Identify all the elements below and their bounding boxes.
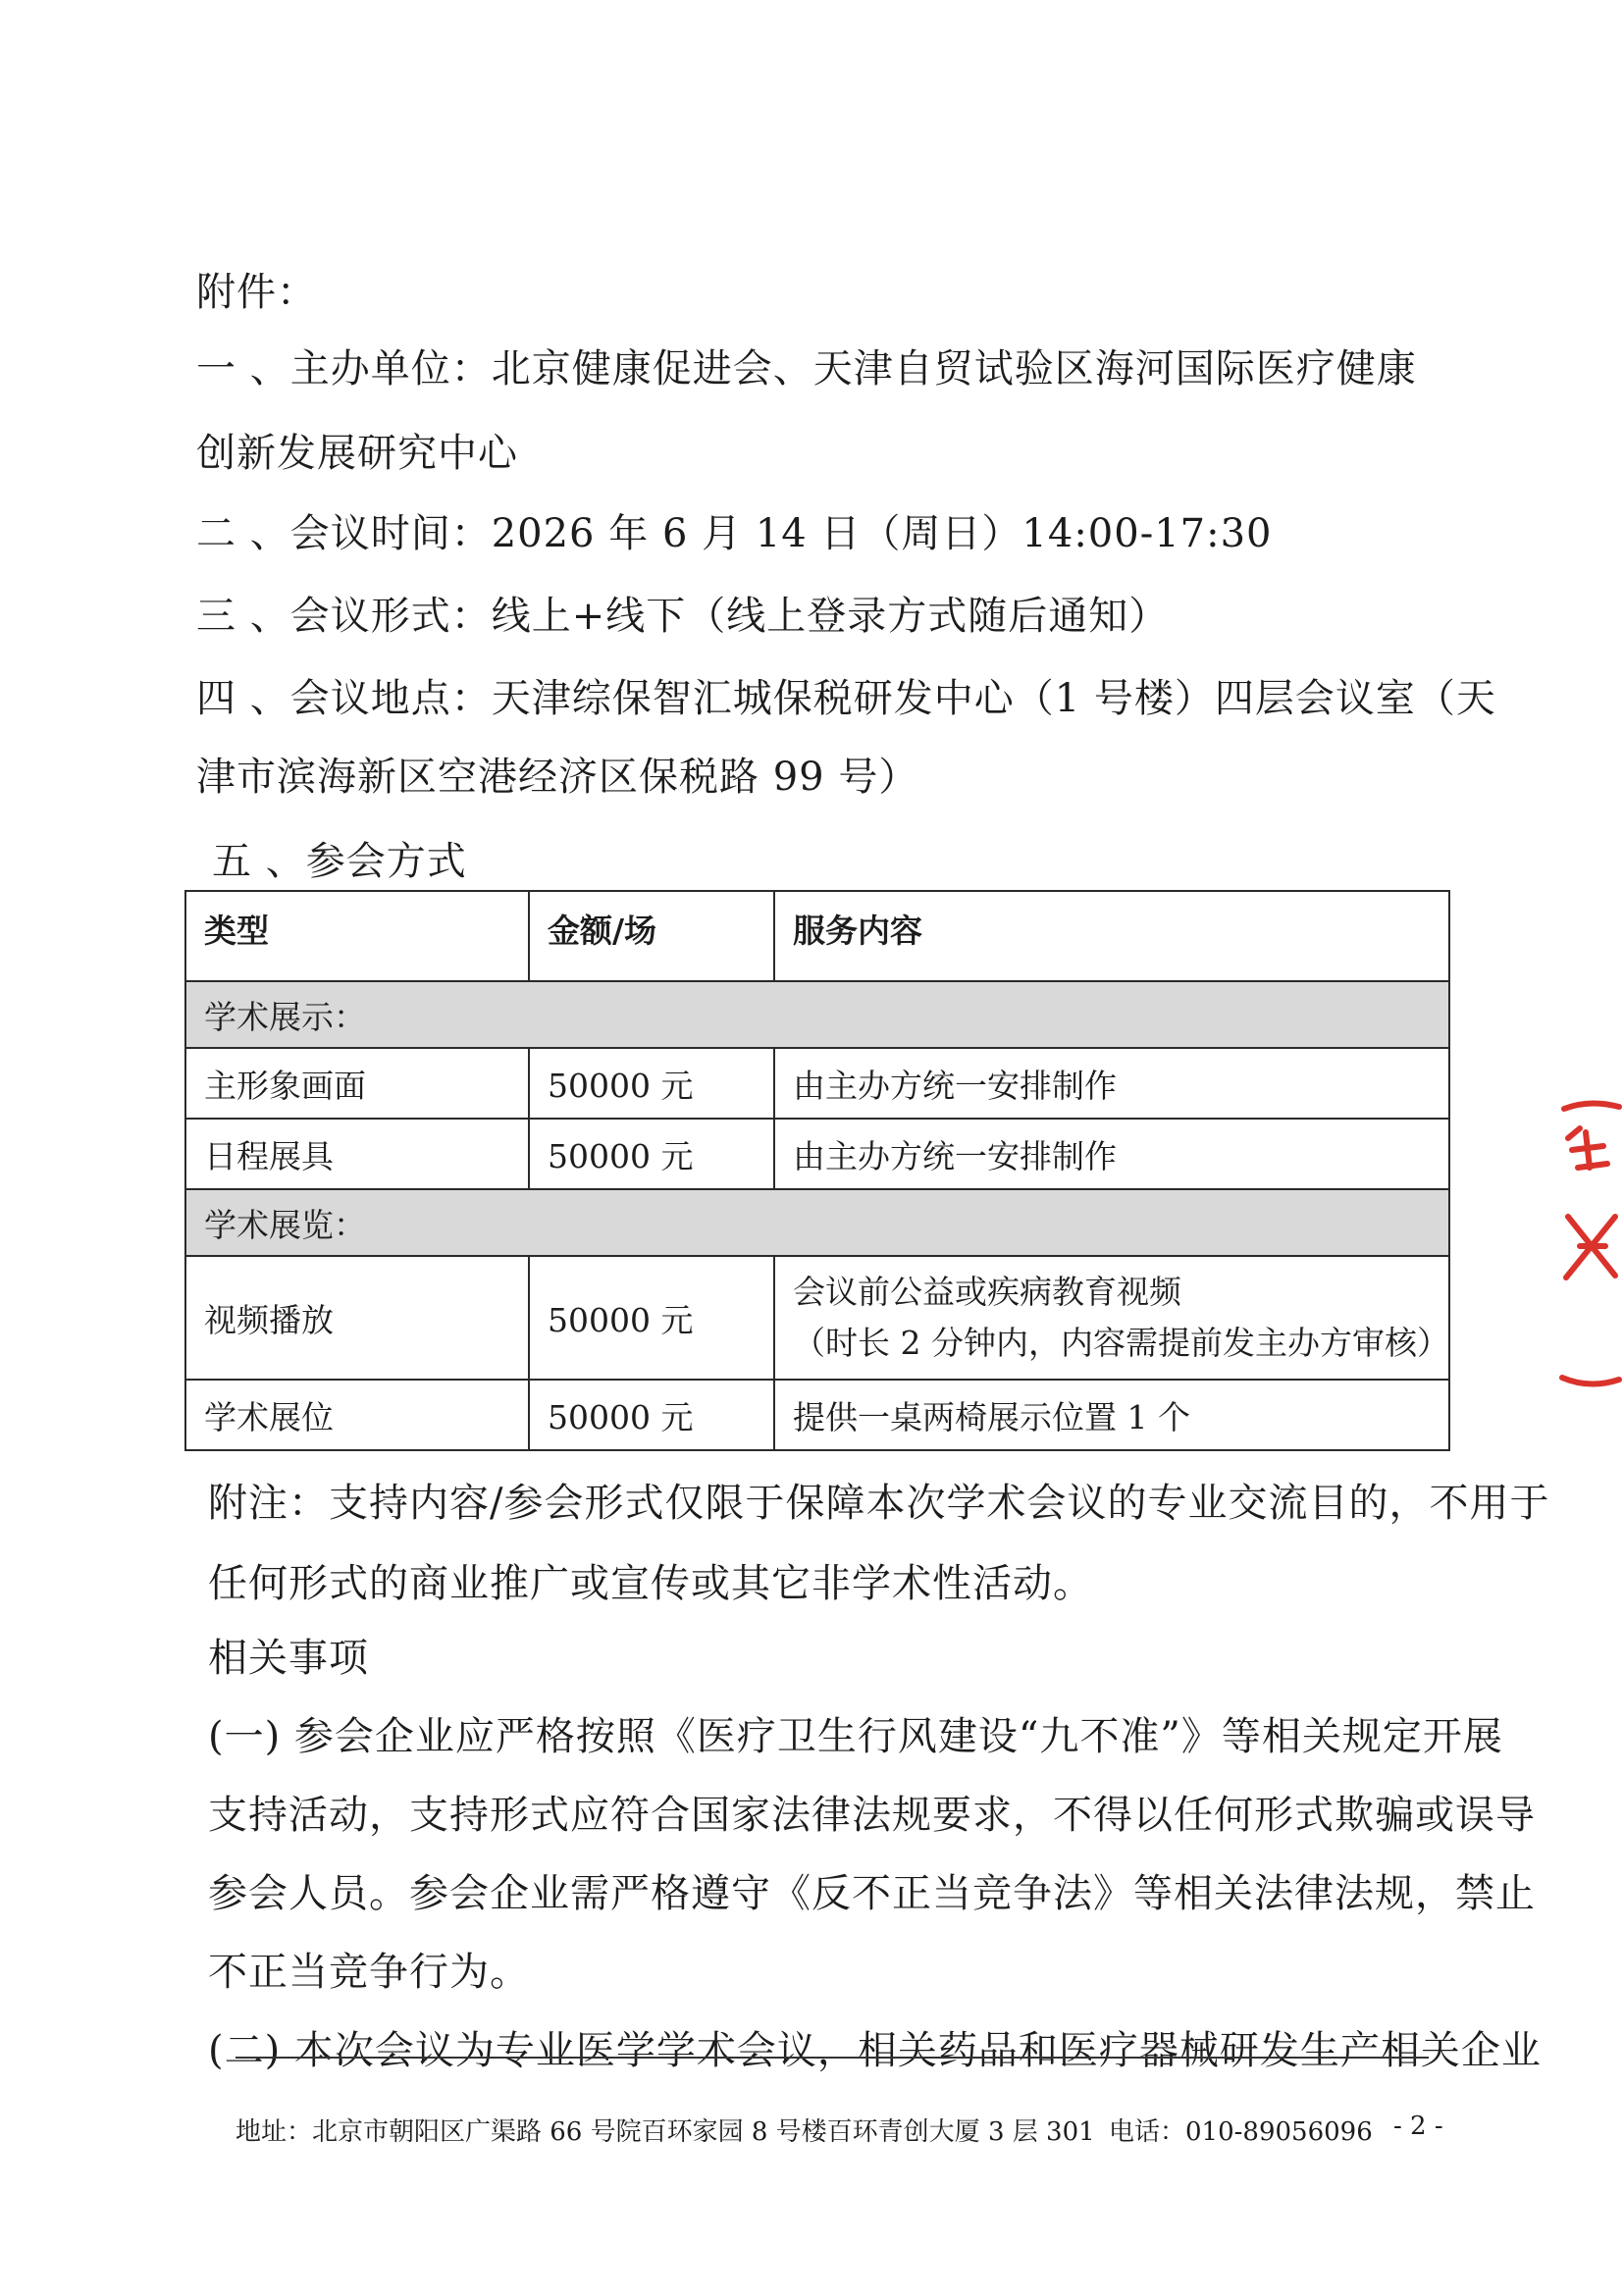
item-one-line: 支持活动，支持形式应符合国家法律法规要求，不得以任何形式欺骗或误导 <box>208 1793 1536 1838</box>
related-matters-heading: 相关事项 <box>208 1636 369 1681</box>
note-line: 任何形式的商业推广或宣传或其它非学术性活动。 <box>208 1561 1093 1606</box>
meeting-location-line-cont: 津市滨海新区空港经济区保税路 99 号） <box>196 755 919 800</box>
cell-content: 提供一桌两椅展示位置 1 个 <box>774 1380 1449 1450</box>
table-header-row <box>185 891 1449 981</box>
participation-heading: 五 、参会方式 <box>212 839 467 884</box>
cell-content: 由主办方统一安排制作 <box>774 1119 1449 1189</box>
organizer-line-cont: 创新发展研究中心 <box>196 431 518 476</box>
page-number: - 2 - <box>1393 2112 1443 2141</box>
organizer-line: 一 、主办单位：北京健康促进会、天津自贸试验区海河国际医疗健康 <box>196 346 1417 391</box>
cell-content <box>774 1256 1449 1380</box>
header-content: 服务内容 <box>774 891 1449 981</box>
cell-type: 主形象画面 <box>185 1048 529 1119</box>
red-seal-icon <box>1521 1089 1623 1403</box>
footer-phone: 电话：010-89056096 <box>1109 2117 1373 2147</box>
cell-amount: 50000 元 <box>529 1119 774 1189</box>
cell-content: 由主办方统一安排制作 <box>774 1048 1449 1119</box>
cell-amount: 50000 元 <box>529 1048 774 1119</box>
cell-amount: 50000 元 <box>529 1256 774 1380</box>
section-title: 学术展览： <box>185 1189 1449 1256</box>
item-one-line: 参会人员。参会企业需严格遵守《反不正当竞争法》等相关法律法规，禁止 <box>208 1871 1536 1916</box>
meeting-location-line: 四 、会议地点：天津综保智汇城保税研发中心（1 号楼）四层会议室（天 <box>196 676 1496 721</box>
table-row <box>185 1256 1449 1380</box>
table-row <box>185 1119 1449 1189</box>
attachment-label: 附件： <box>196 270 317 315</box>
section-row-exhibit <box>185 1189 1449 1256</box>
table-row <box>185 1380 1449 1450</box>
section-title: 学术展示： <box>185 981 1449 1048</box>
cell-amount: 50000 元 <box>529 1380 774 1450</box>
table-row <box>185 1048 1449 1119</box>
note-line: 附注：支持内容/参会形式仅限于保障本次学术会议的专业交流目的，不用于 <box>208 1481 1550 1526</box>
cell-content-line1: 会议前公益或疾病教育视频 <box>793 1273 1181 1311</box>
item-one-line: 不正当竞争行为。 <box>208 1950 530 1995</box>
section-row-display <box>185 981 1449 1048</box>
cell-type: 视频播放 <box>185 1256 529 1380</box>
meeting-time-line: 二 、会议时间：2026 年 6 月 14 日（周日）14:00-17:30 <box>196 511 1273 556</box>
meeting-format-line: 三 、会议形式：线上+线下（线上登录方式随后通知） <box>196 594 1170 639</box>
item-two-line: (二) 本次会议为专业医学学术会议，相关药品和医疗器械研发生产相关企业 <box>208 2028 1542 2073</box>
cell-type: 学术展位 <box>185 1380 529 1450</box>
cell-content-line2: （时长 2 分钟内，内容需提前发主办方审核） <box>793 1324 1449 1362</box>
footer-divider <box>236 2057 1429 2059</box>
header-amount: 金额/场 <box>529 891 774 981</box>
item-one-line: (一) 参会企业应严格按照《医疗卫生行风建设“九不准”》等相关规定开展 <box>208 1714 1503 1759</box>
participation-table <box>184 890 1450 1451</box>
header-type: 类型 <box>185 891 529 981</box>
cell-type: 日程展具 <box>185 1119 529 1189</box>
footer-address: 地址：北京市朝阳区广渠路 66 号院百环家园 8 号楼百环青创大厦 3 层 301 <box>236 2117 1095 2147</box>
